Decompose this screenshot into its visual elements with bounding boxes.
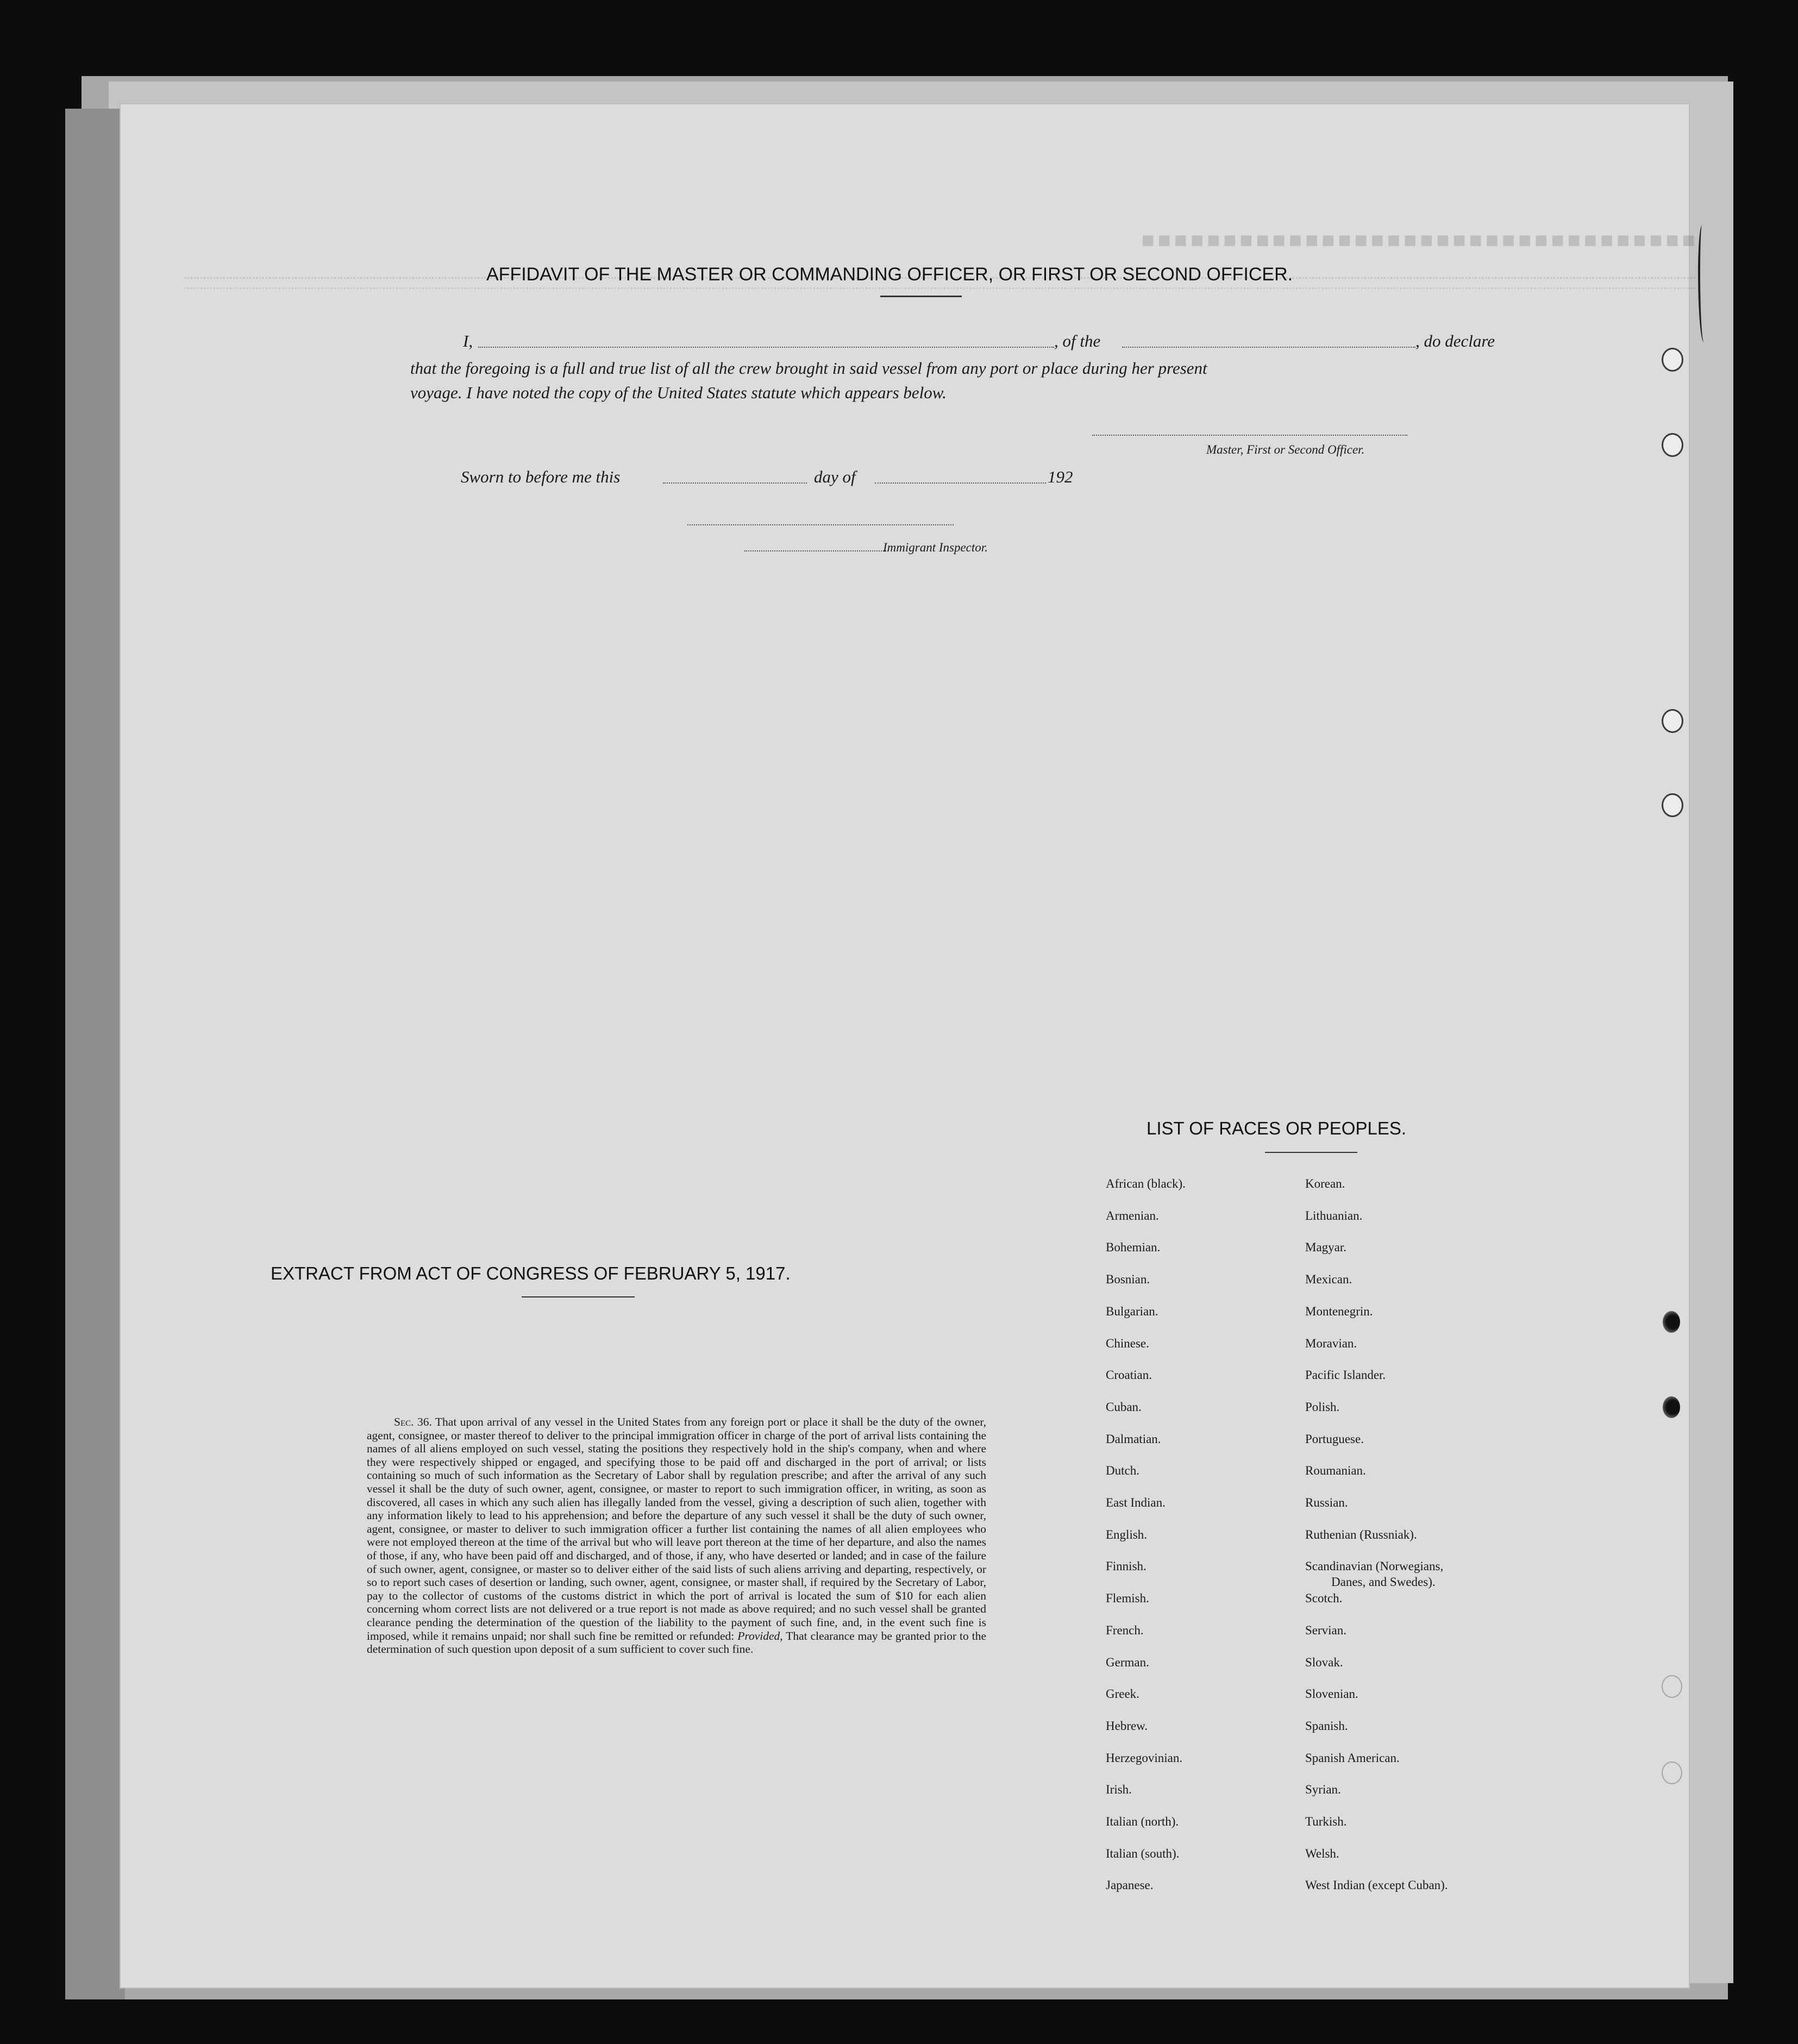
affidavit-i-label: I, (463, 331, 473, 350)
extract-title: EXTRACT FROM ACT OF CONGRESS OF FEBRUARY 5, 1917. (271, 1263, 791, 1283)
race-item: Armenian. (1106, 1208, 1159, 1222)
punch-hole (1662, 1761, 1682, 1784)
affidavit-line2: that the foregoing is a full and true list of all the crew brought in said vessel from any port or place during her present (410, 359, 1207, 378)
race-item: Russian. (1305, 1496, 1348, 1509)
statute-text (367, 1415, 986, 1656)
punch-hole (1662, 709, 1683, 733)
race-item: Chinese. (1106, 1336, 1149, 1350)
race-item: Hebrew. (1106, 1719, 1148, 1733)
sworn-day-of: day of (814, 467, 856, 486)
punch-hole (1663, 1311, 1680, 1333)
sworn-year: 192 (1048, 467, 1073, 486)
affidavit-title-rule (880, 296, 962, 297)
race-item-continuation: Danes, and Swedes). (1331, 1575, 1436, 1589)
race-item: Moravian. (1305, 1336, 1357, 1350)
race-item: Magyar. (1305, 1240, 1347, 1255)
race-item: Bohemian. (1106, 1240, 1161, 1255)
races-title: LIST OF RACES OR PEOPLES. (1147, 1118, 1407, 1138)
race-item: German. (1106, 1655, 1149, 1669)
race-item: French. (1106, 1623, 1144, 1637)
race-item: Cuban. (1106, 1400, 1142, 1414)
race-item: Polish. (1305, 1400, 1340, 1414)
name-blank (478, 347, 1054, 348)
affidavit-declare-label: , do declare (1415, 331, 1495, 350)
sworn-day-blank (663, 482, 807, 484)
punch-hole (1662, 433, 1683, 457)
race-item: West Indian (except Cuban). (1305, 1878, 1448, 1892)
binding-strip (65, 109, 125, 1999)
race-item: Slovenian. (1305, 1687, 1358, 1701)
races-title-rule (1265, 1152, 1357, 1153)
race-item: Roumanian. (1305, 1464, 1366, 1478)
race-item: Scotch. (1305, 1591, 1343, 1606)
section-label: Sec. 36. (394, 1415, 432, 1428)
statute-body-end: That clearance may be granted prior to the determination of such question upon deposit of a sum sufficient to cover such fine. (367, 1629, 986, 1656)
statute-body: That upon arrival of any vessel in the United States from any foreign port or place it shall be the duty of the owner, agent, consignee, or master thereof to deliver to the principal immigration officer in charge of the port of arrival lists containing the names of all aliens employed on such vessel, stating the positions they respectively hold in the ship's company, when and where they were respectively shipped or engaged, and specifying those to be paid off and discharged in the port of arrival; or lists containing so much of such information as the Secretary of Labor shall by regulation prescribe; and after the arrival of any such vessel it shall be the duty of such owner, agent, consignee, or master to report to such immigration officer, in writing, as soon as discovered, all cases in which any such alien has illegally landed from the vessel, giving a description of such alien, together with any information likely to lead to his apprehension; and before the departure of any such vessel it shall be the duty of such owner, agent, consignee, or master to deliver to such immigration officer a further list containing the names of all alien employees who were not employed thereon at the time of the arrival but who will leave port thereon at the time of her departure, and also the names of those, if any, who have been paid off and discharged, and of those, if any, who have deserted or landed; and in case of the failure of such owner, agent, consignee, or master so to deliver either of the said lists of such aliens arriving and departing, respectively, or so to report such cases of desertion or landing, such owner, agent, consignee, or master shall, if required by the Secretary of Labor, pay to the collector of customs of the customs district in which the port of arrival is located the sum of $10 for each alien concerning whom correct lists are not delivered or a true report is not made as above required; and no such vessel shall be granted clearance pending the determination of the question of the liability to the payment of such fine, and, in the event such fine is imposed, while it remains unpaid; nor shall such fine be remitted or refunded: (367, 1415, 986, 1642)
race-item: Dutch. (1106, 1464, 1139, 1478)
signature-line (1092, 435, 1407, 436)
race-item: Mexican. (1305, 1272, 1352, 1287)
inspector-line-lower (744, 550, 888, 551)
race-item: Syrian. (1305, 1783, 1341, 1797)
inspector-line-upper (687, 524, 954, 525)
extract-title-rule (522, 1296, 635, 1297)
punch-hole (1663, 1396, 1680, 1418)
race-item: Flemish. (1106, 1591, 1149, 1606)
race-item: Spanish American. (1305, 1751, 1400, 1765)
race-item: Korean. (1305, 1177, 1345, 1190)
sworn-prefix: Sworn to before me this (461, 467, 621, 486)
race-item: Lithuanian. (1305, 1208, 1363, 1222)
provided-word: Provided, (737, 1629, 783, 1642)
race-item: Slovak. (1305, 1655, 1343, 1669)
race-item: Herzegovinian. (1106, 1751, 1183, 1765)
race-item: Finnish. (1106, 1559, 1147, 1573)
race-item: English. (1106, 1527, 1148, 1541)
document-page (120, 103, 1695, 1989)
race-item: Japanese. (1106, 1878, 1154, 1892)
affidavit-title: AFFIDAVIT OF THE MASTER OR COMMANDING OFFICER, OR FIRST OR SECOND OFFICER. (486, 264, 1293, 285)
race-item: Italian (north). (1106, 1815, 1179, 1828)
race-item: Pacific Islander. (1305, 1368, 1386, 1382)
race-item: Ruthenian (Russniak). (1305, 1527, 1417, 1541)
race-item: Montenegrin. (1305, 1304, 1373, 1318)
sworn-month-blank (875, 482, 1046, 484)
race-item: Bulgarian. (1106, 1304, 1158, 1318)
affidavit-line3: voyage. I have noted the copy of the United States statute which appears below. (410, 383, 947, 402)
vessel-blank (1122, 347, 1415, 348)
race-item: Spanish. (1305, 1719, 1348, 1733)
punch-hole (1662, 1675, 1682, 1698)
bleed-through-text: ■■■■■■■■■■■■■■■■■■■■■■■■■■■■■■■■■■ (1138, 228, 1695, 252)
race-item: Bosnian. (1106, 1272, 1150, 1287)
race-item: Italian (south). (1106, 1846, 1180, 1860)
punch-hole (1662, 348, 1683, 372)
signature-label: Master, First or Second Officer. (1206, 443, 1365, 456)
race-item: African (black). (1106, 1177, 1186, 1190)
affidavit-of-the-label: , of the (1054, 331, 1101, 350)
race-item: Greek. (1106, 1687, 1139, 1701)
punch-hole (1662, 793, 1683, 817)
race-item: Irish. (1106, 1783, 1132, 1797)
race-item: Dalmatian. (1106, 1432, 1161, 1446)
race-item: Scandinavian (Norwegians, (1305, 1559, 1444, 1573)
race-item: Portuguese. (1305, 1432, 1364, 1446)
paper-tear (1698, 225, 1708, 342)
race-item: Welsh. (1305, 1846, 1339, 1860)
race-item: Turkish. (1305, 1815, 1347, 1828)
race-item: Servian. (1305, 1623, 1347, 1637)
race-item: East Indian. (1106, 1496, 1166, 1509)
race-item: Croatian. (1106, 1368, 1152, 1382)
inspector-label: Immigrant Inspector. (883, 541, 988, 554)
